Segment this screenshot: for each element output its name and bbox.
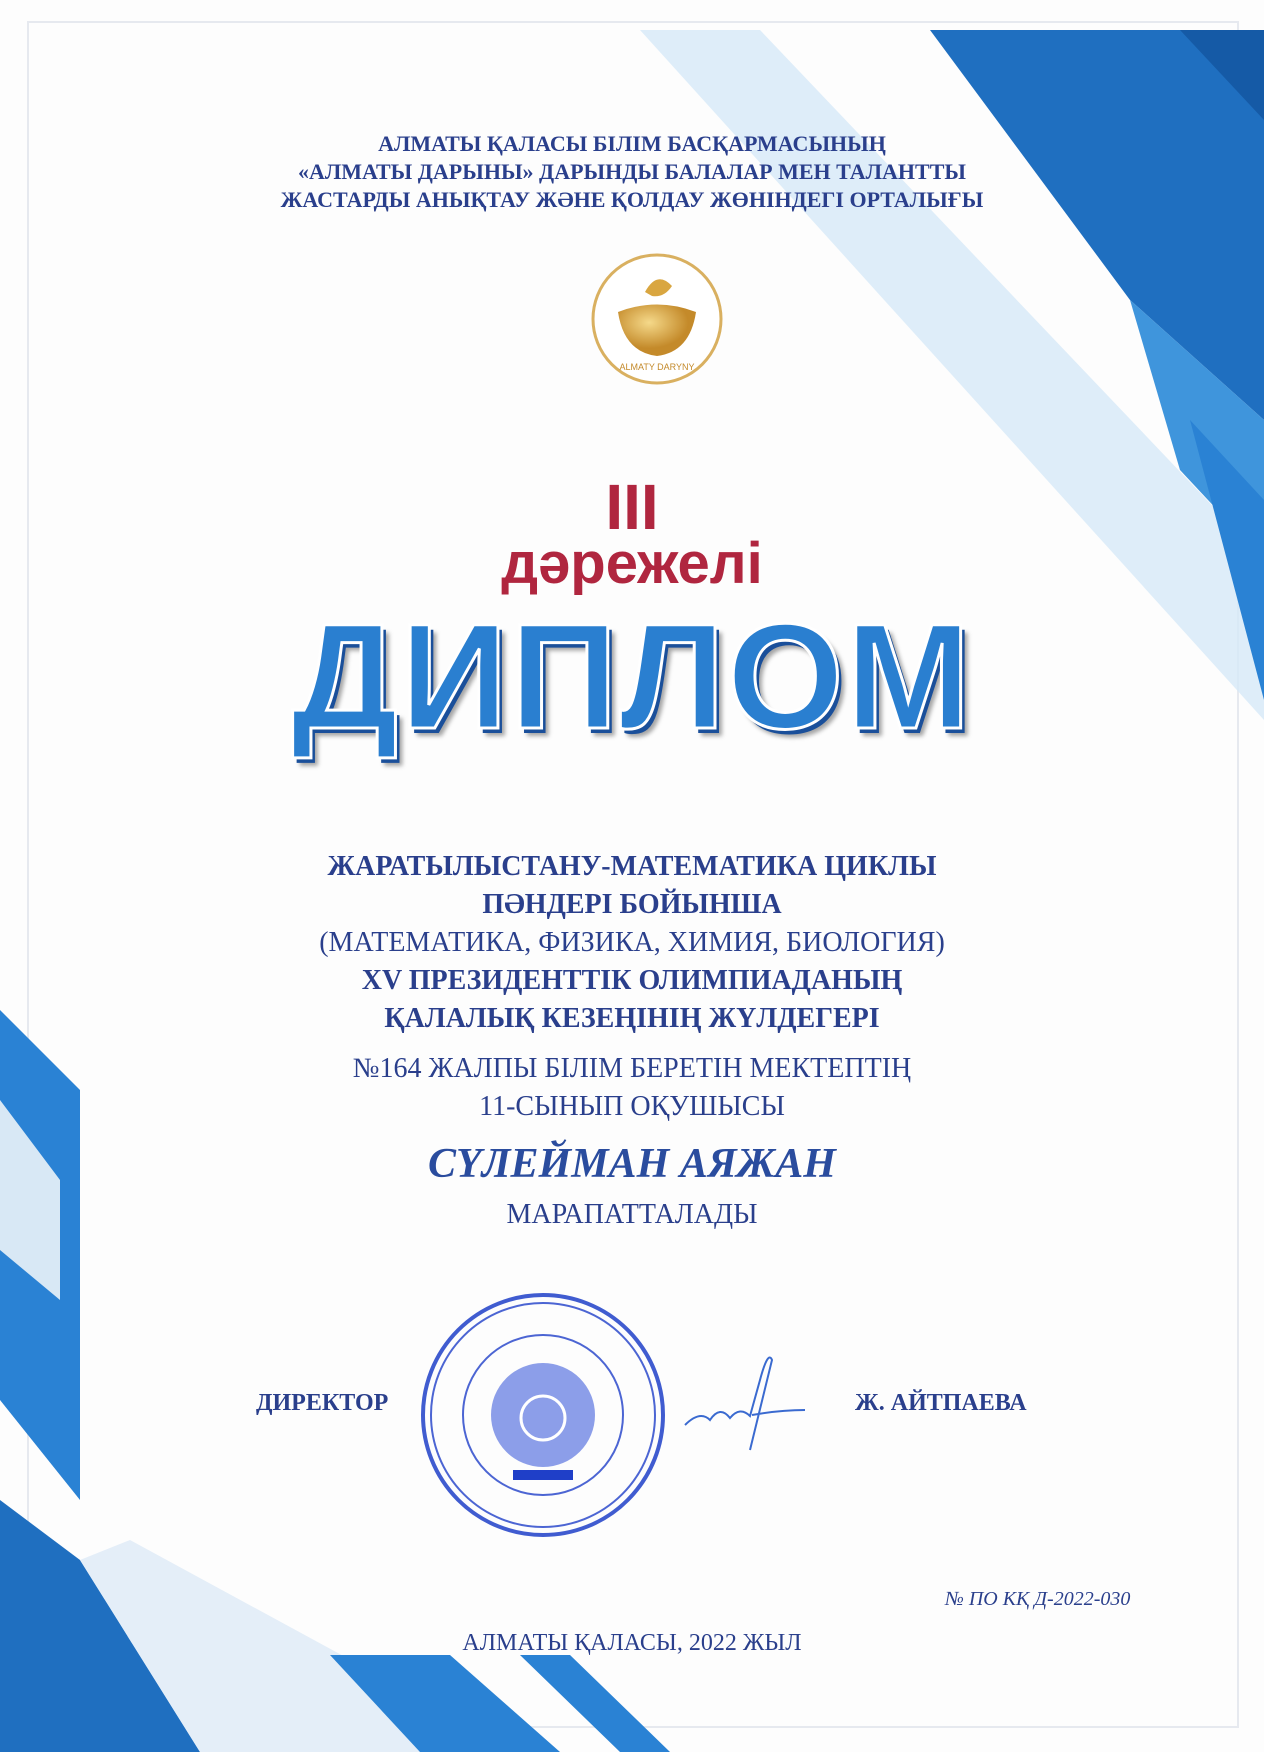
director-signature — [680, 1340, 810, 1460]
svg-text:ALMATY DARYNY: ALMATY DARYNY — [619, 362, 695, 372]
school-line: №164 ЖАЛПЫ БІЛІМ БЕРЕТІН МЕКТЕПТІҢ — [352, 1053, 912, 1084]
header-line: АЛМАТЫ ҚАЛАСЫ БІЛІМ БАСҚАРМАСЫНЫҢ — [378, 131, 886, 156]
olympiad-name: XV ПРЕЗИДЕНТТІК ОЛИМПИАДАНЫҢ — [361, 965, 903, 996]
award-description — [0, 848, 1264, 1234]
almaty-daryny-logo — [590, 252, 724, 386]
serial-number: № ПО КҚ Д-2022-030 — [945, 1588, 1131, 1610]
official-stamp — [418, 1290, 668, 1540]
olympiad-stage: ҚАЛАЛЫҚ КЕЗЕҢІНІҢ ЖҮЛДЕГЕРІ — [384, 1003, 880, 1034]
subject-cycle: ПӘНДЕРІ БОЙЫНША — [482, 889, 782, 920]
subjects-list: (МАТЕМАТИКА, ФИЗИКА, ХИМИЯ, БИОЛОГИЯ) — [319, 927, 945, 958]
recipient-name: СҮЛЕЙМАН АЯЖАН — [428, 1141, 836, 1187]
awarded-label: МАРАПАТТАЛАДЫ — [506, 1199, 758, 1230]
subject-cycle: ЖАРАТЫЛЫСТАНУ-МАТЕМАТИКА ЦИКЛЫ — [327, 851, 937, 882]
issuer-header — [0, 130, 1264, 214]
degree-label: дәрежелі — [501, 531, 763, 596]
director-title: ДИРЕКТОР — [256, 1390, 389, 1416]
issue-place-year: АЛМАТЫ ҚАЛАСЫ, 2022 ЖЫЛ — [462, 1630, 802, 1656]
grade-line: 11-СЫНЫП ОҚУШЫСЫ — [479, 1091, 785, 1122]
header-line: «АЛМАТЫ ДАРЫНЫ» ДАРЫНДЫ БАЛАЛАР МЕН ТАЛАНТТЫ — [298, 159, 966, 184]
diploma-title: ДИПЛОМ — [291, 592, 973, 760]
header-line: ЖАСТАРДЫ АНЫҚТАУ ЖӘНЕ ҚОЛДАУ ЖӨНІНДЕГІ ОРТАЛЫҒЫ — [280, 187, 984, 212]
degree-numeral: III — [605, 471, 659, 543]
director-name: Ж. АЙТПАЕВА — [855, 1390, 1027, 1416]
